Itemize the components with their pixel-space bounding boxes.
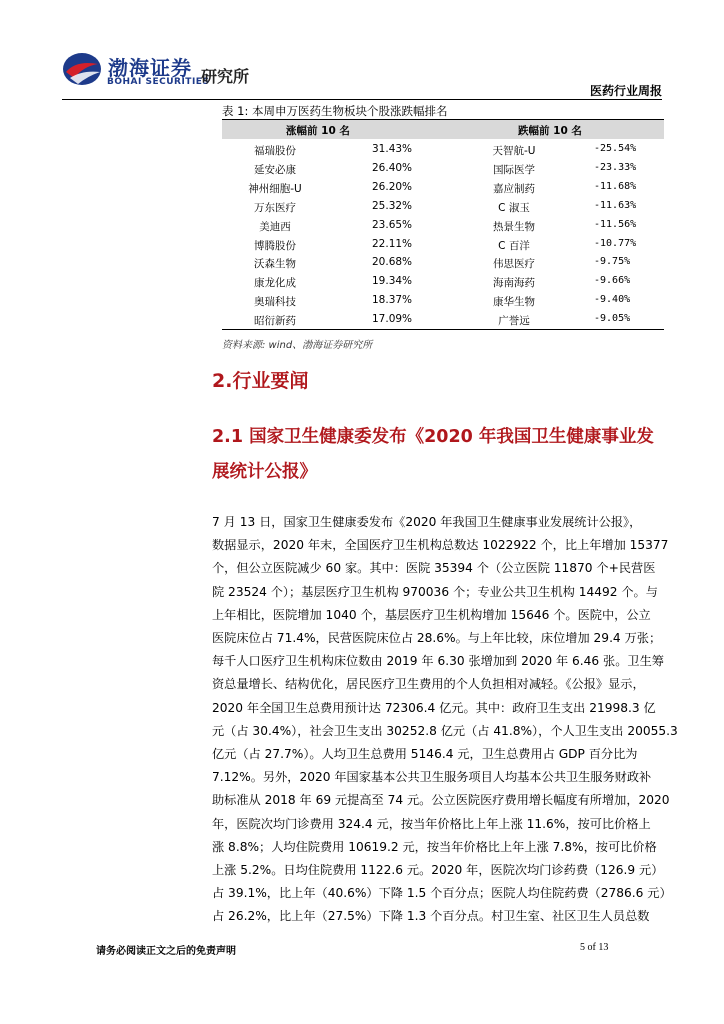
subsection-heading-line2: 展统计公报》 — [212, 462, 317, 482]
gainer-name: 延安必康 — [254, 163, 296, 176]
loser-change: -23.33% — [594, 161, 637, 173]
body-line: 占 39.1%，比上年（40.6%）下降 1.5 个百分点；医院人均住院药费（2786.6 元） — [212, 886, 672, 901]
loser-change: -9.75% — [594, 256, 631, 268]
loser-change: -9.05% — [594, 313, 631, 325]
body-line: 医院床位占 71.4%，民营医院床位占 28.6%。与上年比较，床位增加 29.4 万张； — [212, 631, 662, 645]
institute-label: 研究所 — [201, 67, 250, 86]
header-losers: 跌幅前 10 名 — [518, 125, 582, 137]
loser-name: 康华生物 — [493, 296, 535, 309]
body-line: 亿元（占 27.7%）。人均卫生总费用 5146.4 元，卫生总费用占 GDP 百分比为 — [212, 747, 638, 761]
gainer-name: 博腾股份 — [254, 239, 296, 252]
body-line: 数据显示，2020 年末，全国医疗卫生机构总数达 1022922 个，比上年增加 15377 — [212, 538, 669, 553]
body-line: 院 23524 个）；基层医疗卫生机构 970036 个；专业公共卫生机构 14492 个。与 — [212, 584, 658, 599]
loser-change: -11.56% — [594, 218, 637, 230]
gainer-change: 19.34% — [372, 275, 413, 288]
gainer-name: 万东医疗 — [254, 201, 296, 214]
gainer-change: 26.40% — [372, 161, 413, 174]
gainer-name: 康龙化成 — [254, 277, 296, 290]
logo-english-name: BOHAI SECURITIES — [107, 77, 210, 87]
loser-change: -9.66% — [594, 275, 631, 287]
loser-change: -25.54% — [594, 143, 637, 154]
body-line: 每千人口医疗卫生机构床位数由 2019 年 6.30 张增加到 2020 年 6.46 张。卫生筹 — [212, 654, 664, 669]
body-line: 占 26.2%，比上年（27.5%）下降 1.3 个百分点。村卫生室、社区卫生人员总数 — [212, 909, 650, 924]
gainer-change: 25.32% — [372, 199, 413, 212]
logo-chinese-name: 渤海证券 — [108, 56, 192, 80]
gainer-change: 17.09% — [372, 313, 413, 326]
table-row — [222, 159, 664, 178]
header-divider — [62, 99, 662, 100]
table-bottom-rule — [222, 329, 664, 330]
table-row — [222, 197, 664, 216]
body-line: 年，医院次均门诊费用 324.4 元，按当年价格比上年上涨 11.6%，按可比价格上 — [212, 816, 651, 831]
loser-name: 嘉应制药 — [493, 182, 535, 195]
header-gainers: 涨幅前 10 名 — [286, 125, 350, 137]
table-caption: 表 1: 本周申万医药生物板块个股涨跌幅排名 — [222, 104, 448, 118]
table-row — [222, 253, 664, 272]
loser-name: 海南海药 — [493, 277, 535, 290]
table-row — [222, 140, 664, 159]
gainer-change: 26.20% — [372, 180, 413, 193]
footer-disclaimer: 请务必阅读正文之后的免责声明 — [96, 946, 236, 957]
table-header-row — [222, 120, 664, 139]
body-line: 7 月 13 日，国家卫生健康委发布《2020 年我国卫生健康事业发展统计公报》， — [212, 515, 642, 529]
body-line: 资总量增长、结构优化，居民医疗卫生费用的个人负担相对减轻。《公报》显示， — [212, 677, 645, 692]
body-line: 2020 年全国卫生总费用预计达 72306.4 亿元。其中：政府卫生支出 21998.3 亿 — [212, 700, 656, 715]
gainer-name: 沃森生物 — [254, 258, 296, 271]
bohai-logo-icon — [62, 52, 102, 86]
gainer-change: 20.68% — [372, 256, 413, 269]
loser-name: C 百洋 — [498, 239, 530, 252]
loser-name: 伟思医疗 — [493, 258, 535, 271]
gainer-change: 23.65% — [372, 218, 413, 231]
table-row — [222, 178, 664, 197]
body-line: 上涨 5.2%。日均住院费用 1122.6 元。2020 年，医院次均门诊药费（126.9 元） — [212, 863, 664, 877]
table-row — [222, 310, 664, 329]
body-line: 元（占 30.4%），社会卫生支出 30252.8 亿元（占 41.8%），个人卫生支出 20055.3 — [212, 723, 678, 738]
gainer-name: 昭衍新药 — [254, 315, 296, 328]
gainer-change: 31.43% — [372, 143, 413, 155]
body-line: 上年相比，医院增加 1040 个，基层医疗卫生机构增加 15646 个。医院中，公立 — [212, 607, 651, 622]
table-row — [222, 291, 664, 310]
gainer-change: 18.37% — [372, 294, 413, 307]
gainer-change: 22.11% — [372, 237, 413, 250]
body-line: 个，但公立医院减少 60 家。其中：医院 35394 个（公立医院 11870 个+民营医 — [212, 561, 656, 576]
loser-change: -11.68% — [594, 180, 637, 192]
loser-name: 国际医学 — [493, 163, 535, 176]
loser-name: 天智航-U — [492, 145, 536, 157]
body-line: 7.12%。另外，2020 年国家基本公共卫生服务项目人均基本公共卫生服务财政补 — [212, 770, 652, 785]
body-line: 涨 8.8%；人均住院费用 10619.2 元，按当年价格比上年上涨 7.8%，按可比价格 — [212, 839, 657, 854]
gainer-name: 神州细胞-U — [248, 182, 302, 195]
loser-name: 广誉远 — [498, 315, 530, 328]
section-heading: 2.行业要闻 — [212, 370, 309, 392]
loser-change: -10.77% — [594, 237, 637, 249]
loser-name: 热景生物 — [493, 220, 535, 233]
gainer-name: 美迪西 — [259, 220, 291, 233]
body-line: 助标准从 2018 年 69 元提高至 74 元。公立医院医疗费用增长幅度有所增加，2020 — [212, 793, 670, 808]
report-type: 医药行业周报 — [589, 84, 662, 98]
loser-change: -11.63% — [594, 199, 637, 211]
table-row — [222, 235, 664, 254]
loser-change: -9.40% — [594, 294, 631, 306]
page-header — [0, 0, 724, 100]
table-source: 资料来源: wind、渤海证券研究所 — [222, 340, 373, 351]
page-number: 5 of 13 — [580, 942, 609, 953]
subsection-heading-line1: 2.1 国家卫生健康委发布《2020 年我国卫生健康事业发 — [212, 427, 654, 447]
loser-name: C 淑玉 — [498, 201, 530, 214]
gainer-name: 福瑞股份 — [254, 145, 296, 157]
table-row — [222, 272, 664, 291]
gainer-name: 奥瑞科技 — [254, 296, 296, 309]
table-row — [222, 216, 664, 235]
